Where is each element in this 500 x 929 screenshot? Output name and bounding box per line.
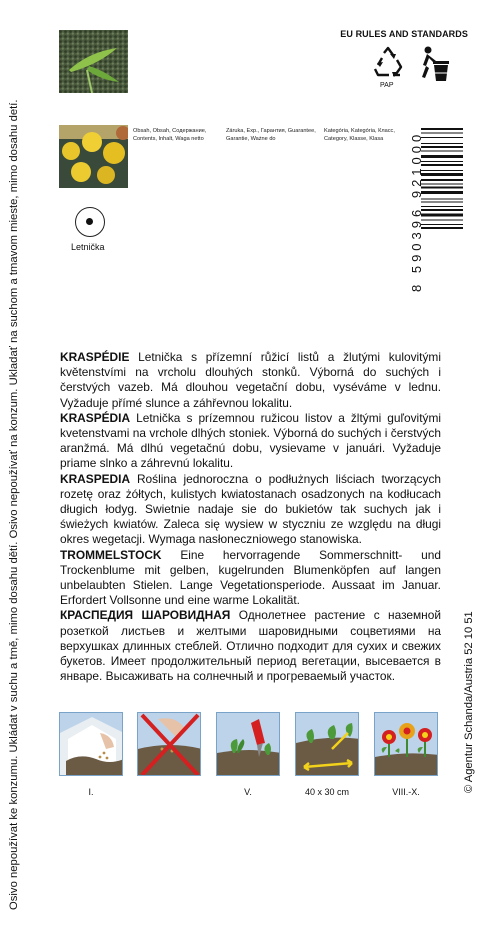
description-ru: [60, 608, 441, 684]
barcode-number: 8 590396 921000: [409, 130, 424, 292]
description-block: [60, 350, 441, 684]
flower-photo: [59, 125, 128, 188]
storage-warning-text: Osivo nepoužívat ke konzumu. Ukládat v suchu a tmě, mimo dosahu dětí. Osivo nepoužívať na konzum. Ukladať na suchom a tmavom mieste, mimo dosahu detí.: [8, 99, 20, 910]
indoor-sowing-pictogram: [59, 712, 123, 776]
entry-title: KRASPEDIA: [60, 471, 131, 486]
guarantee-label: Záruka, Exp., Гарантия, Guarantee, Garantie, Ważne do: [226, 128, 316, 142]
entry-text: Eine hervorragende Sommerschnitt- und Trockenblume mit gelben, kugelrunden Blumenköpfen auf langen unbelaubten Stielen. Lange Vegetationsperiode. Aussaat im Januar. Erfordert Vollsonne und eine warme Lokalität.: [60, 547, 441, 608]
entry-text: Roślina jednoroczna o podłużnych liściach tworzących rozetę oraz żółtych, kulistych kwiatostanach osadzonych na kodłucach długich łodyg. Swietnie nadaje sie do bukietów tak suchych jak i świeżych kwiatów. Zaleca się wysiew w styczniu ze względu na długi okres wegetacji. Wymaga nasłoneczniowego stanowiska.: [60, 471, 441, 547]
description-cs: [60, 350, 441, 411]
flowering-pictogram: [374, 712, 438, 776]
company-copyright: © Agentur Schanda/Austria 52 10 51: [463, 611, 475, 793]
category-label: Kategória, Kategória, Класс, Category, Klasse, Klasa: [324, 128, 395, 142]
pictogram-caption: VIII.-X.: [392, 787, 420, 797]
description-de: [60, 548, 441, 609]
entry-title: KRASPÉDIE: [60, 350, 130, 364]
pictogram-caption: I.: [88, 787, 94, 797]
pictogram-caption: V.: [244, 787, 252, 797]
transplant-pictogram: [216, 712, 280, 776]
annual-plant-icon: [75, 207, 105, 237]
spacing-pictogram: [295, 712, 359, 776]
outdoor-sowing-crossed-pictogram: [137, 712, 201, 776]
entry-text: Letnička s přízemní růžicí listů a žlutými kulovitými květenstvími na vrcholu dlouhých stonků. Výborná do suchých i čerstvých vazeb. Má dlouhou vegetační dobu, vyséváme v lednu. Vyžaduje přímé slunce a záhřevnou lokalitu.: [60, 350, 441, 410]
entry-title: КРАСПЕДИЯ ШАРОВИДНАЯ: [60, 608, 231, 623]
entry-text: Однолетнее растение с наземной розеткой листьев и желтыми шаровидными соцветиями на верхушках длинных стеблей. Отлично подходит для сухих и свежих букетов. Имеет продолжительный период вегетации, высевается в январе. Высаживать на солнечный и прогреваемый участок.: [60, 608, 441, 684]
description-sk: [60, 411, 441, 472]
pictogram-caption: 40 x 30 cm: [304, 787, 350, 797]
tidyman-bin-icon: [418, 45, 452, 85]
seedling-photo: [59, 30, 128, 93]
entry-title: TROMMELSTOCK: [60, 547, 162, 562]
description-pl: [60, 472, 441, 548]
annual-label: Letnička: [71, 242, 105, 252]
entry-text: Letnička s prízemnou ružicou listov a žltými guľovitými kvetenstvami na vrchole dlhých stoniek. Výborná do suchých i čerstvých aranžmá. Má dlhú vegetačnú dobu, vysievame v januári. Vyžaduje priame slnko a záhrevnú lokalitu.: [60, 410, 441, 471]
pap-label: PAP: [380, 82, 394, 89]
recycle-icon: [370, 45, 406, 81]
contents-label: Obsah, Obsah, Содержание, Contents, Inhalt, Waga netto: [133, 128, 207, 142]
entry-title: KRASPÉDIA: [60, 410, 131, 425]
barcode: [421, 126, 463, 282]
eu-standards-title: EU RULES AND STANDARDS: [340, 29, 468, 39]
